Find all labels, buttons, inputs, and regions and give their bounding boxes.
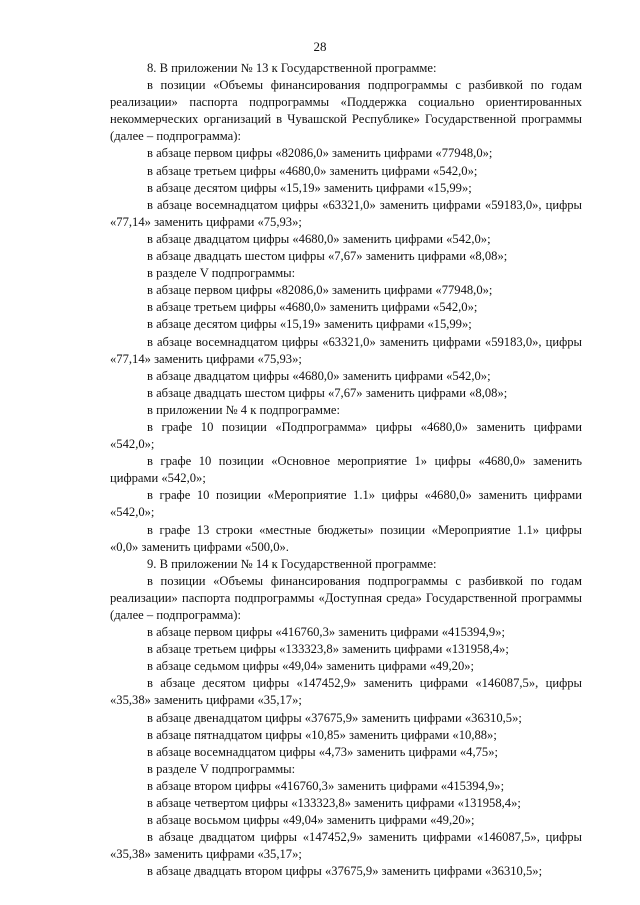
paragraph: в абзаце десятом цифры «15,19» заменить цифрами «15,99»; (147, 180, 472, 195)
paragraph: 8. В приложении № 13 к Государственной программе: (147, 61, 437, 75)
paragraph: в абзаце третьем цифры «4680,0» заменить цифрами «542,0»; (147, 300, 478, 315)
paragraph: в абзаце третьем цифры «133323,8» заменить цифрами «131958,4»; (147, 642, 509, 657)
paragraph: в графе 10 позиции «Мероприятие 1.1» цифры «4680,0» заменить цифрами «542,0»; (110, 488, 582, 520)
paragraph: в графе 10 позиции «Основное мероприятие 1» цифры «4680,0» заменить цифрами «542,0»; (110, 454, 582, 486)
paragraph: 9. В приложении № 14 к Государственной программе: (147, 556, 437, 571)
paragraph: в абзаце четвертом цифры «133323,8» заменить цифрами «131958,4»; (147, 796, 521, 811)
paragraph: в абзаце первом цифры «82086,0» заменить цифрами «77948,0»; (147, 283, 493, 298)
paragraph: в абзаце двадцать шестом цифры «7,67» заменить цифрами «8,08»; (147, 249, 508, 264)
paragraph: в абзаце пятнадцатом цифры «10,85» заменить цифрами «10,88»; (147, 727, 497, 742)
paragraph: в разделе V подпрограммы: (147, 761, 296, 776)
paragraph: в абзаце восемнадцатом цифры «63321,0» заменить цифрами «59183,0», цифры «77,14» заменить цифрами «75,93»; (110, 334, 582, 366)
paragraph: в абзаце восемнадцатом цифры «4,73» заменить цифрами «4,75»; (147, 744, 499, 759)
paragraph: в приложении № 4 к подпрограмме: (147, 402, 341, 417)
paragraph: в абзаце двадцатом цифры «147452,9» заменить цифрами «146087,5», цифры «35,38» заменить цифрами «35,17»; (110, 830, 582, 862)
paragraph: в абзаце двадцать шестом цифры «7,67» заменить цифрами «8,08»; (147, 385, 508, 400)
paragraph: в абзаце десятом цифры «147452,9» заменить цифрами «146087,5», цифры «35,38» заменить цифрами «35,17»; (110, 676, 582, 708)
paragraph: в абзаце двадцатом цифры «4680,0» заменить цифрами «542,0»; (147, 231, 491, 246)
paragraph: в абзаце седьмом цифры «49,04» заменить цифрами «49,20»; (147, 659, 475, 674)
paragraph: в абзаце десятом цифры «15,19» заменить цифрами «15,99»; (147, 317, 472, 332)
page-number: 28 (313, 39, 327, 54)
paragraph: в абзаце третьем цифры «4680,0» заменить цифрами «542,0»; (147, 163, 478, 178)
paragraph: в позиции «Объемы финансирования подпрограммы с разбивкой по годам реализации» паспорта подпрограммы «Доступная среда» Государственной программы (далее – подпрограмма): (110, 573, 582, 622)
paragraph: в абзаце двадцатом цифры «4680,0» заменить цифрами «542,0»; (147, 368, 491, 383)
paragraph: в графе 13 строки «местные бюджеты» позиции «Мероприятие 1.1» цифры «0,0» заменить цифрами «500,0». (110, 522, 582, 554)
document-body (110, 60, 582, 881)
paragraph: в абзаце восемнадцатом цифры «63321,0» заменить цифрами «59183,0», цифры «77,14» заменить цифрами «75,93»; (110, 197, 582, 229)
paragraph: в абзаце первом цифры «416760,3» заменить цифрами «415394,9»; (147, 625, 506, 640)
paragraph: в позиции «Объемы финансирования подпрограммы с разбивкой по годам реализации» паспорта подпрограммы «Поддержка социально ориентированных некоммерческих организаций в Чувашской Республике» Государственной программы (далее – подпрограмма): (110, 78, 582, 144)
paragraph: в графе 10 позиции «Подпрограмма» цифры «4680,0» заменить цифрами «542,0»; (110, 419, 582, 452)
paragraph: в абзаце восьмом цифры «49,04» заменить цифрами «49,20»; (147, 813, 475, 828)
paragraph: в разделе V подпрограммы: (147, 266, 296, 281)
paragraph: в абзаце первом цифры «82086,0» заменить цифрами «77948,0»; (147, 146, 493, 161)
paragraph: в абзаце двадцать втором цифры «37675,9» заменить цифрами «36310,5»; (147, 864, 543, 879)
paragraph: в абзаце двенадцатом цифры «37675,9» заменить цифрами «36310,5»; (147, 710, 522, 725)
paragraph: в абзаце втором цифры «416760,3» заменить цифрами «415394,9»; (147, 778, 505, 793)
